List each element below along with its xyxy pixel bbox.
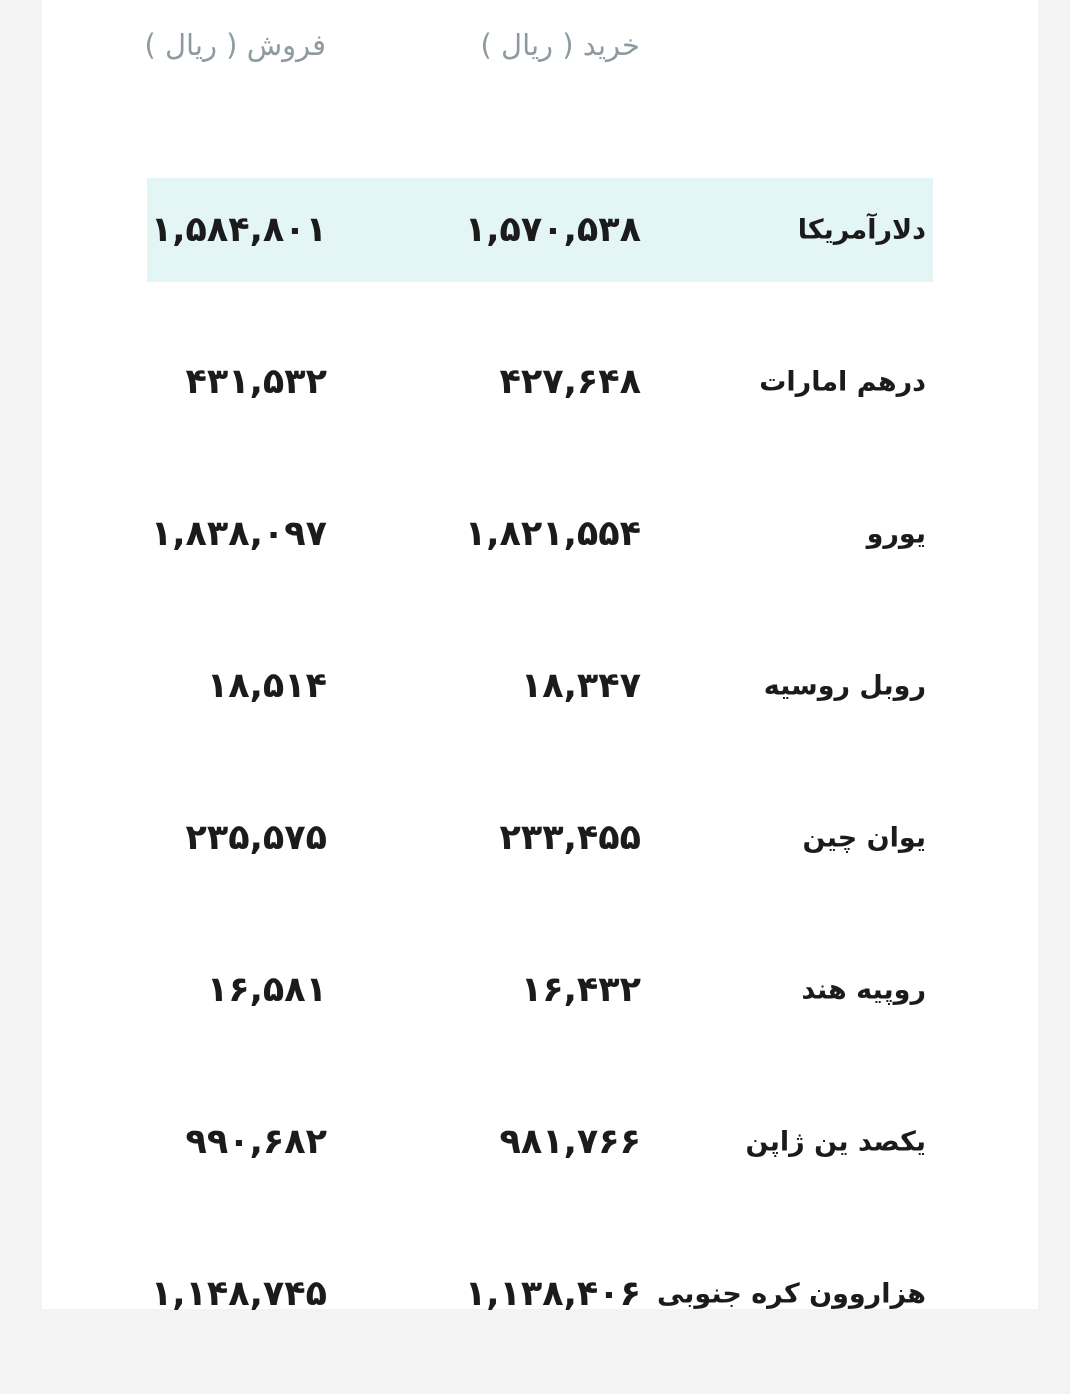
table-row-jpy[interactable] bbox=[147, 1090, 933, 1194]
buy-column-header: خرید ( ریال ) bbox=[480, 28, 640, 62]
currency-name: روبل روسیه bbox=[763, 670, 926, 702]
buy-price: ۱۸,۳۴۷ bbox=[520, 666, 641, 706]
buy-price: ۹۸۱,۷۶۶ bbox=[499, 1122, 641, 1162]
currency-name: روپیه هند bbox=[801, 974, 926, 1006]
table-row-usd[interactable] bbox=[147, 178, 933, 282]
exchange-rate-card bbox=[42, 0, 1038, 1314]
table-row-aed[interactable] bbox=[147, 330, 933, 434]
table-header bbox=[42, 0, 1038, 100]
sell-price: ۹۹۰,۶۸۲ bbox=[185, 1122, 327, 1162]
buy-price: ۱۶,۴۳۲ bbox=[520, 970, 641, 1010]
buy-price: ۱,۵۷۰,۵۳۸ bbox=[464, 210, 641, 250]
buy-price: ۴۲۷,۶۴۸ bbox=[499, 362, 641, 402]
currency-name: یوان چین bbox=[802, 822, 926, 854]
currency-name: دلارآمریکا bbox=[797, 214, 926, 246]
table-row-inr[interactable] bbox=[147, 938, 933, 1042]
sell-column-header: فروش ( ریال ) bbox=[144, 28, 326, 62]
sell-price: ۱۶,۵۸۱ bbox=[206, 970, 327, 1010]
sell-price: ۱,۱۴۸,۷۴۵ bbox=[150, 1274, 327, 1314]
sell-price: ۱۸,۵۱۴ bbox=[206, 666, 327, 706]
sell-price: ۱,۸۳۸,۰۹۷ bbox=[150, 514, 327, 554]
buy-price: ۱,۱۳۸,۴۰۶ bbox=[464, 1274, 641, 1314]
currency-name: درهم امارات bbox=[759, 366, 926, 398]
table-row-cny[interactable] bbox=[147, 786, 933, 890]
sell-price: ۲۳۵,۵۷۵ bbox=[185, 818, 327, 858]
buy-price: ۲۳۳,۴۵۵ bbox=[499, 818, 641, 858]
rate-table bbox=[147, 178, 933, 1394]
table-row-rub[interactable] bbox=[147, 634, 933, 738]
sell-price: ۱,۵۸۴,۸۰۱ bbox=[150, 210, 327, 250]
table-row-krw[interactable] bbox=[147, 1242, 933, 1346]
currency-name: یورو bbox=[866, 518, 926, 550]
currency-name: یکصد ین ژاپن bbox=[745, 1126, 926, 1158]
currency-name: هزاروون کره جنوبی bbox=[656, 1278, 926, 1310]
sell-price: ۴۳۱,۵۳۲ bbox=[185, 362, 327, 402]
buy-price: ۱,۸۲۱,۵۵۴ bbox=[464, 514, 641, 554]
table-row-eur[interactable] bbox=[147, 482, 933, 586]
